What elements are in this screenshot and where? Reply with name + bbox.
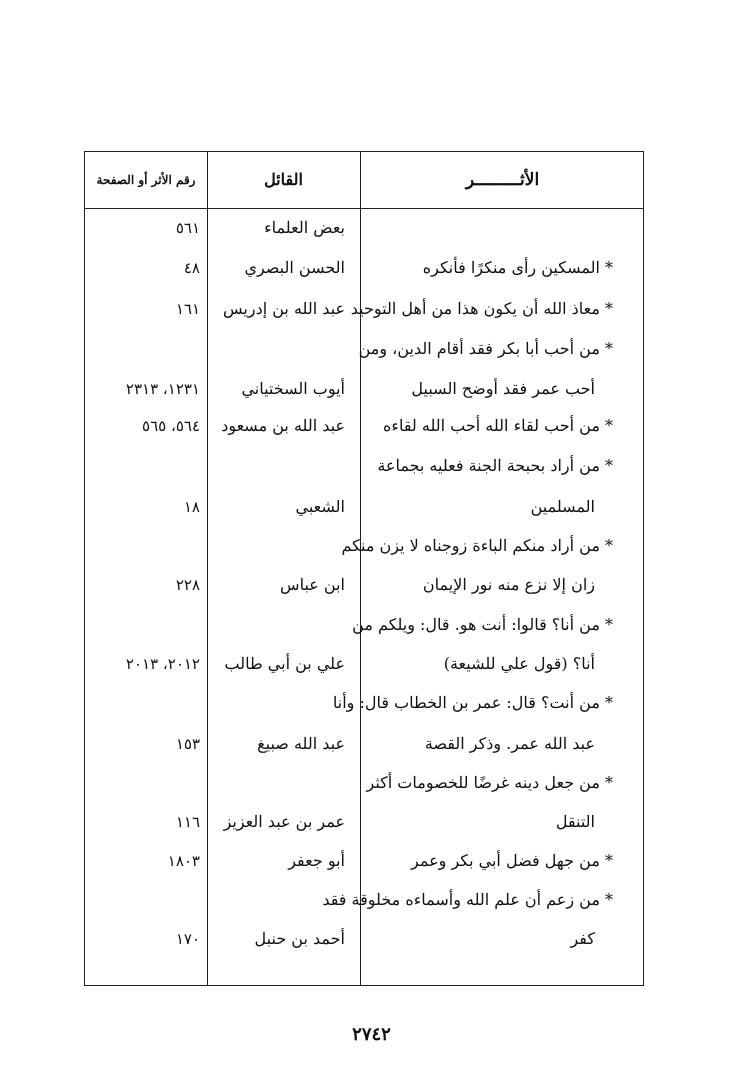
athar-line: * المسكين رأى منكرًا فأنكره xyxy=(422,258,613,277)
ref-cell: ١٨ xyxy=(183,498,200,516)
ref-cell: ١١٦ xyxy=(175,813,200,831)
athar-line: * من أحب لقاء الله أحب الله لقاءه xyxy=(383,416,613,435)
speaker-cell: أحمد بن حنبل xyxy=(254,929,345,948)
header-ref: رقم الأثر أو الصفحة xyxy=(96,173,196,187)
athar-line: * من أنا؟ قالوا: أنت هو. قال: ويلكم من xyxy=(352,615,613,634)
ref-cell: ١٧٠ xyxy=(175,930,200,948)
ref-cell: ٤٨ xyxy=(183,259,200,277)
ref-cell: ١٢٣١، ٢٣١٣ xyxy=(125,380,200,398)
athar-line: * من جهل فضل أبي بكر وعمر xyxy=(411,851,613,870)
ref-cell: ٥٦١ xyxy=(175,219,200,237)
speaker-cell: عبد الله بن مسعود xyxy=(221,416,345,435)
athar-line: التنقل xyxy=(555,812,595,831)
athar-line: * من أحب أبا بكر فقد أقام الدين، ومن xyxy=(358,339,613,358)
ref-cell: ٢٢٨ xyxy=(175,576,200,594)
athar-line: * من أنت؟ قال: عمر بن الخطاب قال: وأنا xyxy=(332,693,613,712)
speaker-cell: بعض العلماء xyxy=(264,218,345,237)
ref-cell: ١٥٣ xyxy=(175,735,200,753)
speaker-cell: الحسن البصري xyxy=(244,258,345,277)
column-divider xyxy=(207,152,208,985)
speaker-cell: عبد الله بن إدريس xyxy=(222,299,345,318)
header-athar: الأثـــــــــر xyxy=(465,170,540,190)
athar-line: * معاذ الله أن يكون هذا من أهل التوحيد xyxy=(350,299,613,318)
athar-line: * من أراد بحبحة الجنة فعليه بجماعة xyxy=(377,456,613,475)
athar-line: * من أراد منكم الباءة زوجناه لا يزن منكم xyxy=(341,536,613,555)
athar-line: أحب عمر فقد أوضح السبيل xyxy=(411,379,595,398)
speaker-cell: علي بن أبي طالب xyxy=(224,654,345,673)
athar-line: زان إلا نزع منه نور الإيمان xyxy=(422,575,595,594)
speaker-cell: عمر بن عبد العزيز xyxy=(223,812,345,831)
speaker-cell: الشعبي xyxy=(295,497,345,516)
speaker-cell: أبو جعفر xyxy=(288,851,345,870)
speaker-cell: ابن عباس xyxy=(280,575,345,594)
ref-cell: ١٦١ xyxy=(175,300,200,318)
page-number: ٢٧٤٢ xyxy=(352,1024,391,1045)
ref-cell: ٥٦٤، ٥٦٥ xyxy=(142,417,200,435)
athar-line: * من زعم أن علم الله وأسماءه مخلوقة فقد xyxy=(322,890,613,909)
speaker-cell: أيوب السختياني xyxy=(241,379,345,398)
athar-index-table xyxy=(84,151,644,986)
ref-cell: ١٨٠٣ xyxy=(167,852,200,870)
header-speaker: القائل xyxy=(264,170,303,189)
athar-line: * من جعل دينه غرضًا للخصومات أكثر xyxy=(366,773,613,792)
athar-line: أنا؟ (قول علي للشيعة) xyxy=(443,654,595,673)
athar-line: عبد الله عمر. وذكر القصة xyxy=(424,734,595,753)
athar-line: المسلمين xyxy=(530,497,595,516)
ref-cell: ٢٠١٢، ٢٠١٣ xyxy=(125,655,200,673)
athar-line: كفر xyxy=(570,929,595,948)
header-divider xyxy=(85,208,643,209)
column-divider xyxy=(360,152,361,985)
speaker-cell: عبد الله صبيغ xyxy=(257,734,345,753)
